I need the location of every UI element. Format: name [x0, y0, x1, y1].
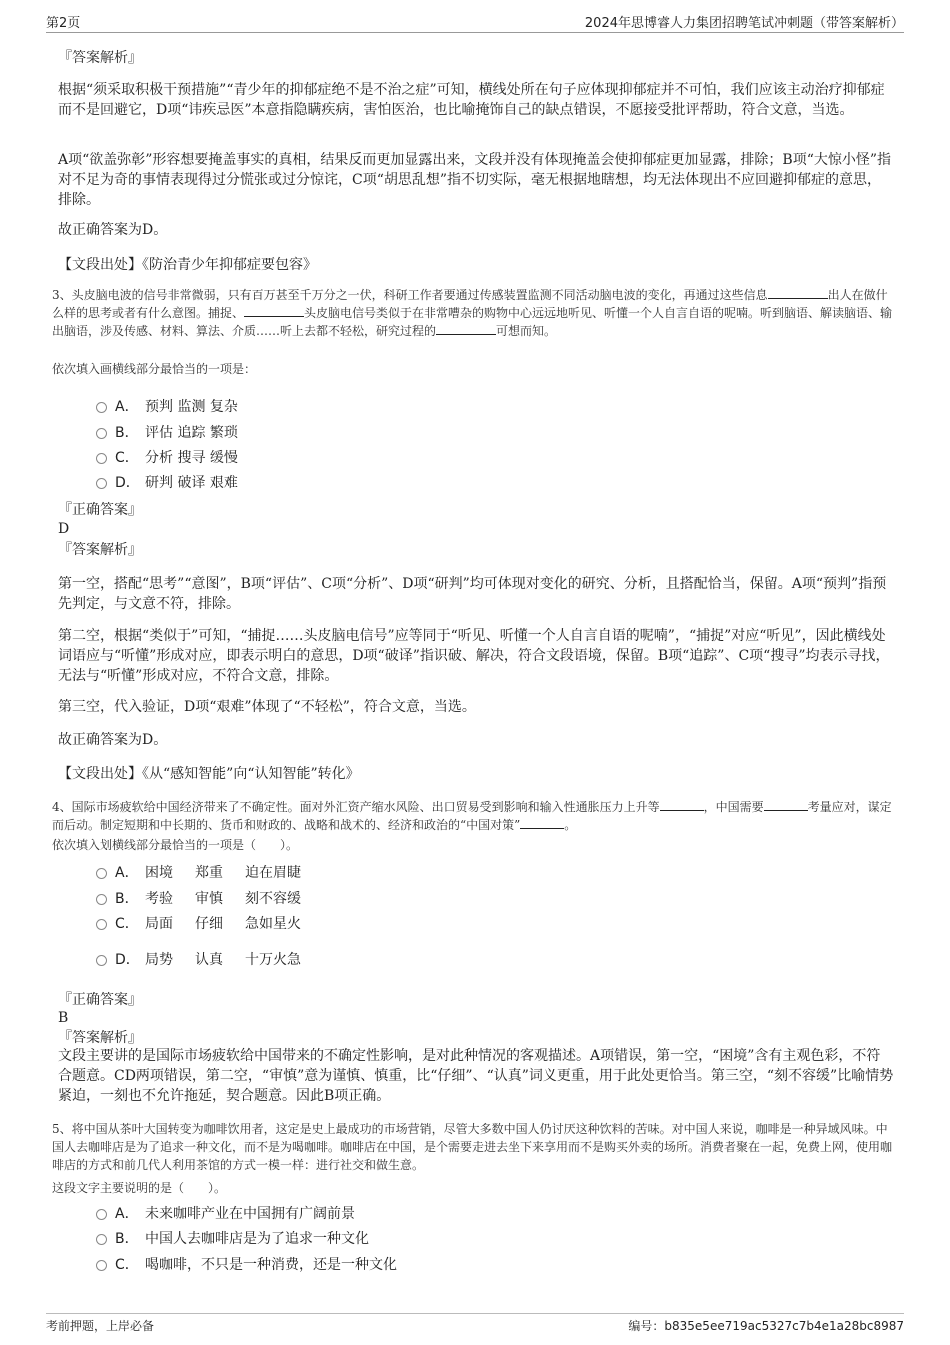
radio-icon[interactable] [96, 868, 107, 879]
radio-icon[interactable] [96, 453, 107, 464]
footer-slogan: 考前押题，上岸必备 [46, 1319, 155, 1333]
q3-analysis-para3: 第三空，代入验证，D项“艰难”体现了“不轻松”，符合文意，当选。 [58, 699, 476, 715]
blank-2 [244, 304, 304, 317]
q2-source: 【文段出处】《防治青少年抑郁症要包容》 [58, 257, 317, 273]
q4-answer: B [58, 1010, 69, 1026]
radio-icon[interactable] [96, 1209, 107, 1220]
q4-analysis-label: 『答案解析』 [58, 1030, 142, 1046]
radio-icon[interactable] [96, 428, 107, 439]
blank-1 [768, 286, 828, 299]
q2-conclusion: 故正确答案为D。 [58, 222, 168, 238]
radio-icon[interactable] [96, 478, 107, 489]
q4-option-d[interactable]: D． 局势 认真 十万火急 [96, 949, 301, 969]
q3-source: 【文段出处】《从“感知智能”向“认知智能”转化》 [58, 766, 360, 782]
document-title: 2024年思博睿人力集团招聘笔试冲刺题（带答案解析） [584, 16, 904, 31]
q4-stem: 4、国际市场疲软给中国经济带来了不确定性。面对外汇资产缩水风险、出口贸易受到影响和输入性通胀压力上升等 ，中国需要 考量应对，谋定而后动。制定短期和中长期的、货币和财政的、战略和战术的、经济和政治的“中国对策” 。 [52, 800, 892, 832]
blank-1 [660, 798, 704, 811]
radio-icon[interactable] [96, 919, 107, 930]
q2-analysis-para2: A项“欲盖弥彰”形容想要掩盖事实的真相，结果反而更加显露出来，文段并没有体现掩盖会使抑郁症更加显露，排除；B项“大惊小怪”指对不足为奇的事情表现得过分慌张或过分惊诧，C项“胡思乱想”指不切实际，毫无根据地瞎想，均无法体现出不应回避抑郁症的意思，排除。 [58, 152, 892, 208]
page-number: 第2页 [46, 16, 81, 31]
q4-answer-label: 『正确答案』 [58, 992, 142, 1008]
q4-option-a[interactable]: A． 困境 郑重 迫在眉睫 [96, 862, 301, 882]
q2-analysis-para1: 根据“须采取积极干预措施”“青少年的抑郁症绝不是不治之症”可知，横线处所在句子应体现抑郁症并不可怕，我们应该主动治疗抑郁症而不是回避它，D项“讳疾忌医”本意指隐瞒疾病，害怕医治，也比喻掩饰自己的缺点错误，不愿接受批评帮助，符合文意，当选。 [58, 82, 885, 118]
radio-icon[interactable] [96, 402, 107, 413]
radio-icon[interactable] [96, 1234, 107, 1245]
q3-option-c[interactable]: C． 分析 搜寻 缓慢 [96, 447, 238, 467]
q4-analysis-para1: 文段主要讲的是国际市场疲软给中国带来的不确定性影响，是对此种情况的客观描述。A项错误，第一空，“困境”含有主观色彩，不符合题意。CD两项错误，第二空，“审慎”意为谨慎、慎重，比“仔细”、“认真”词义更重，用于此处更恰当。第三空，“刻不容缓”比喻情势紧迫，一刻也不允许拖延，契合题意。因此B项正确。 [58, 1048, 894, 1104]
q3-answer: D [58, 521, 70, 537]
q3-stem: 3、头皮脑电波的信号非常微弱，只有百万甚至千万分之一伏，科研工作者要通过传感装置监测不同活动脑电波的变化，再通过这些信息 出人在做什么样的思考或者有什么意图。捕捉、 头皮脑电信号类似于在非常嘈杂的购物中心远远地听见、听懂一个人自言自语的呢喃。听到脑语、解读脑语、输出脑语，涉及传感、材料、算法、介质……听上去都不轻松，研究过程的 可想而知。 [52, 288, 893, 338]
q3-analysis-para1: 第一空，搭配“思考”“意图”，B项“评估”、C项“分析”、D项“研判”均可体现对变化的研究、分析，且搭配恰当，保留。A项“预判”指预先判定，与文意不符，排除。 [58, 576, 887, 612]
q3-analysis-para2: 第二空，根据“类似于”可知，“捕捉……头皮脑电信号”应等同于“听见、听懂一个人自言自语的呢喃”，“捕捉”对应“听见”，因此横线处词语应与“听懂”形成对应，即表示明白的意思，D项“破译”指识破、解决，符合文段语境，保留。B项“追踪”、C项“搜寻”均表示寻找，无法与“听懂”形成对应，不符合文意，排除。 [58, 628, 890, 684]
document-id: 编号：b835e5ee719ac5327c7b4e1a28bc8987 [628, 1319, 904, 1333]
q5-option-a[interactable]: A． 未来咖啡产业在中国拥有广阔前景 [96, 1203, 355, 1223]
q3-option-b[interactable]: B． 评估 追踪 繁琐 [96, 422, 238, 442]
q3-prompt: 依次填入画横线部分最恰当的一项是： [52, 362, 257, 376]
blank-2 [764, 798, 808, 811]
blank-3 [436, 322, 496, 335]
q5-stem: 5、将中国从茶叶大国转变为咖啡饮用者，这定是史上最成功的市场营销，尽管大多数中国人仍讨厌这种饮料的苦味。对中国人来说，咖啡是一种异域风味。中国人去咖啡店是为了追求一种文化，而不是为喝咖啡。咖啡店在中国，是个需要走进去坐下来享用而不是购买外卖的场所。消费者聚在一起，免费上网，使用咖啡店的方式和前几代人利用茶馆的方式一模一样：进行社交和做生意。 [52, 1122, 893, 1172]
page-header [46, 12, 904, 33]
page-footer [46, 1313, 904, 1337]
q3-conclusion: 故正确答案为D。 [58, 732, 168, 748]
q4-option-c[interactable]: C． 局面 仔细 急如星火 [96, 913, 301, 933]
q5-option-b[interactable]: B． 中国人去咖啡店是为了追求一种文化 [96, 1228, 369, 1248]
q3-analysis-label: 『答案解析』 [58, 542, 142, 558]
q5-prompt: 这段文字主要说明的是（ ）。 [52, 1181, 227, 1195]
radio-icon[interactable] [96, 1260, 107, 1271]
q3-option-d[interactable]: D． 研判 破译 艰难 [96, 472, 238, 492]
q4-prompt: 依次填入划横线部分最恰当的一项是（ ）。 [52, 838, 299, 852]
q2-analysis-label: 『答案解析』 [58, 50, 142, 66]
q4-option-b[interactable]: B． 考验 审慎 刻不容缓 [96, 888, 301, 908]
q3-answer-label: 『正确答案』 [58, 502, 142, 518]
q5-option-c[interactable]: C． 喝咖啡，不只是一种消费，还是一种文化 [96, 1254, 397, 1274]
radio-icon[interactable] [96, 894, 107, 905]
q3-option-a[interactable]: A． 预判 监测 复杂 [96, 396, 238, 416]
blank-3 [520, 816, 564, 829]
radio-icon[interactable] [96, 955, 107, 966]
